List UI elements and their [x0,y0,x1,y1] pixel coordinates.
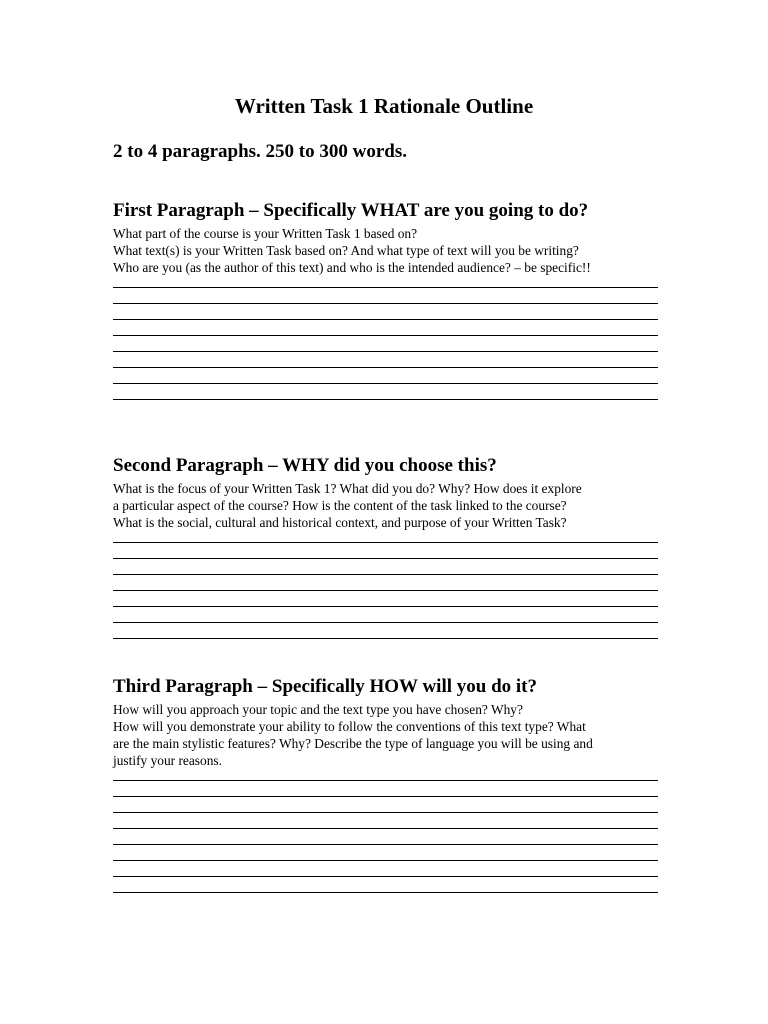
answer-lines[interactable] [113,773,658,893]
answer-lines[interactable] [113,535,658,639]
answer-line[interactable] [113,559,658,575]
word-count-requirement: 2 to 4 paragraphs. 250 to 300 words. [113,141,407,162]
page-title: Written Task 1 Rationale Outline [234,94,534,118]
answer-line[interactable] [113,845,658,861]
answer-line[interactable] [113,280,658,288]
answer-line[interactable] [113,336,658,352]
answer-line[interactable] [113,607,658,623]
question-line: are the main stylistic features? Why? Describe the type of language you will be using and [113,736,593,751]
answer-line[interactable] [113,368,658,384]
answer-line[interactable] [113,813,658,829]
section-first-paragraph [113,199,658,400]
question-line: a particular aspect of the course? How is the content of the task linked to the course? [113,498,567,513]
section-second-paragraph [113,454,658,639]
question-line: How will you demonstrate your ability to follow the conventions of this text type? What [113,719,586,734]
answer-line[interactable] [113,591,658,607]
answer-line[interactable] [113,535,658,543]
answer-line[interactable] [113,829,658,845]
question-line: Who are you (as the author of this text) and who is the intended audience? – be specific!! [113,260,591,275]
question-line: How will you approach your topic and the text type you have chosen? Why? [113,702,523,717]
question-line: What part of the course is your Written Task 1 based on? [113,226,418,241]
answer-line[interactable] [113,861,658,877]
answer-line[interactable] [113,320,658,336]
answer-line[interactable] [113,543,658,559]
answer-line[interactable] [113,352,658,368]
answer-lines[interactable] [113,280,658,400]
section-third-paragraph [113,675,658,893]
answer-line[interactable] [113,797,658,813]
answer-line[interactable] [113,288,658,304]
question-line: What is the social, cultural and historical context, and purpose of your Written Task? [113,515,567,530]
answer-line[interactable] [113,575,658,591]
question-line: justify your reasons. [113,753,222,768]
section-heading: Third Paragraph – Specifically HOW will you do it? [113,676,538,697]
answer-line[interactable] [113,304,658,320]
answer-line[interactable] [113,781,658,797]
section-heading: Second Paragraph – WHY did you choose this? [113,455,497,476]
answer-line[interactable] [113,384,658,400]
answer-line[interactable] [113,773,658,781]
answer-line[interactable] [113,877,658,893]
section-heading: First Paragraph – Specifically WHAT are you going to do? [113,200,589,221]
question-line: What text(s) is your Written Task based on? And what type of text will you be writing? [113,243,579,258]
question-line: What is the focus of your Written Task 1? What did you do? Why? How does it explore [113,481,582,496]
answer-line[interactable] [113,623,658,639]
